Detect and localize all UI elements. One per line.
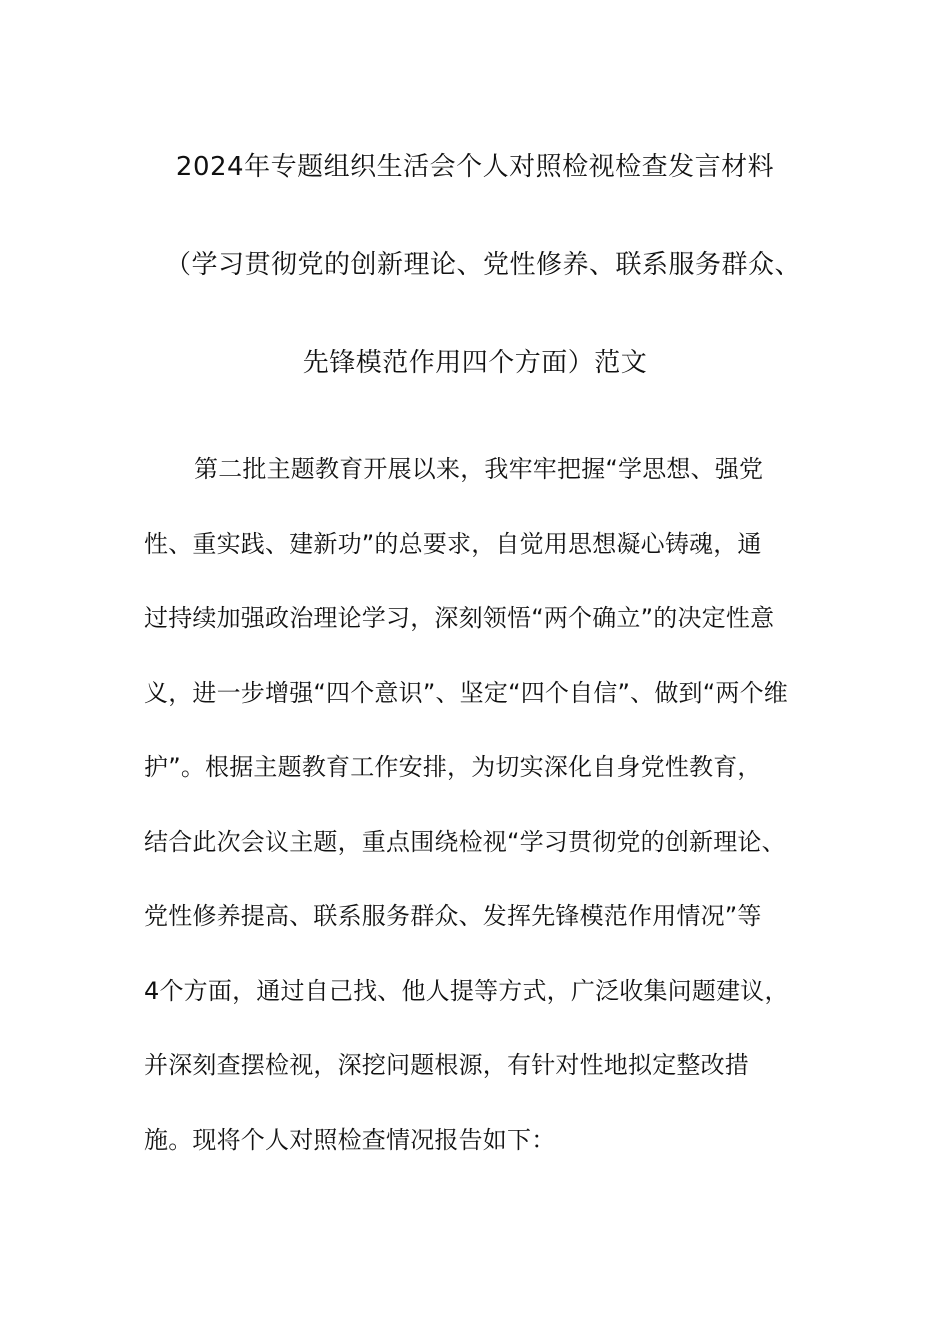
document-title	[0, 118, 950, 412]
title-line-2: （学习贯彻党的创新理论、党性修养、联系服务群众、	[164, 250, 801, 280]
body-line: 施。现将个人对照检查情况报告如下：	[144, 1125, 556, 1154]
body-paragraph	[144, 432, 834, 1177]
body-line: 并深刻查摆检视，深挖问题根源，有针对性地拟定整改措	[144, 1051, 749, 1079]
body-line: 第二批主题教育开展以来，我牢牢把握“学思想、强党	[194, 455, 764, 483]
title-line-3: 先锋模范作用四个方面）范文	[302, 348, 648, 378]
body-line: 过持续加强政治理论学习，深刻领悟“两个确立”的决定性意	[144, 604, 775, 632]
body-line: 党性修养提高、联系服务群众、发挥先锋模范作用情况”等	[144, 902, 762, 930]
body-line: 结合此次会议主题，重点围绕检视“学习贯彻党的创新理论、	[144, 827, 786, 856]
body-line: 义，进一步增强“四个意识”、坚定“四个自信”、做到“两个维	[144, 678, 788, 707]
body-line: 护”。根据主题教育工作安排，为切实深化自身党性教育，	[144, 753, 762, 781]
body-line: 4个方面，通过自己找、他人提等方式，广泛收集问题建议，	[144, 976, 789, 1005]
title-line-1: 2024年专题组织生活会个人对照检视检查发言材料	[175, 152, 775, 182]
body-line: 性、重实践、建新功”的总要求，自觉用思想凝心铸魂，通	[144, 529, 762, 558]
